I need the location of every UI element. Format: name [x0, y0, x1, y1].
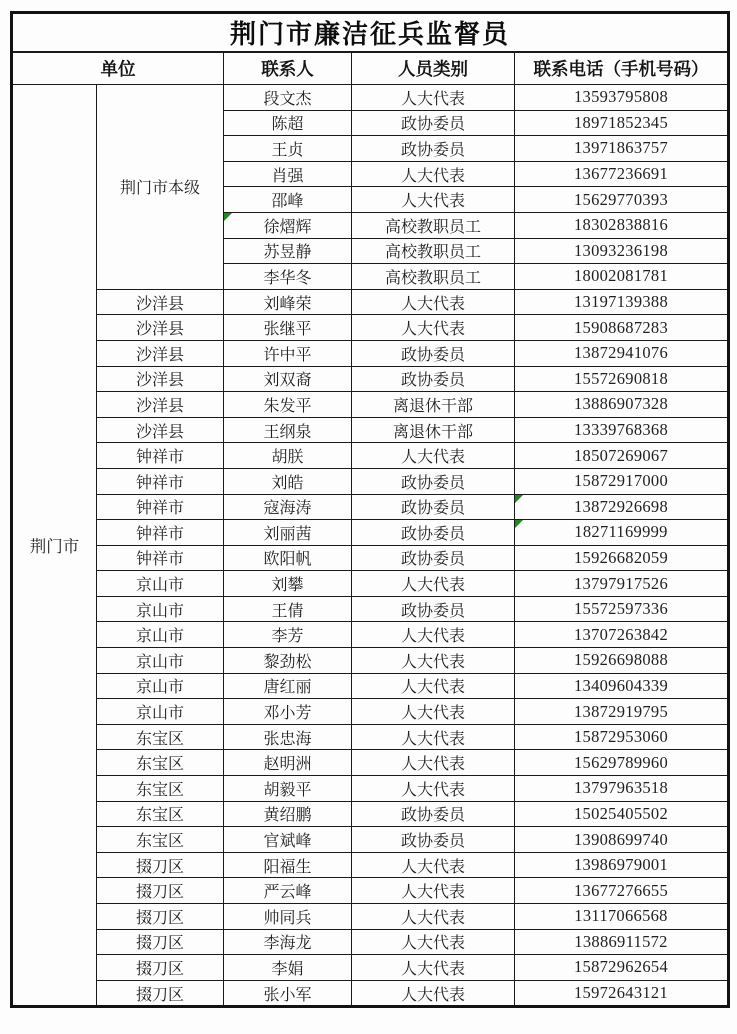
table-row	[12, 417, 729, 443]
table-row	[12, 801, 729, 827]
category-cell: 政协委员	[352, 340, 515, 366]
phone-cell: 13797917526	[515, 571, 729, 597]
contact-cell: 徐熠辉	[224, 212, 352, 238]
phone-cell: 13093236198	[515, 238, 729, 264]
category-cell: 人大代表	[352, 673, 515, 699]
phone-cell: 15572597336	[515, 596, 729, 622]
unit-cell: 京山市	[97, 648, 224, 674]
phone-cell: 15872917000	[515, 468, 729, 494]
phone-cell: 13886907328	[515, 392, 729, 418]
contact-cell: 邵峰	[224, 187, 352, 213]
unit-cell: 沙洋县	[97, 315, 224, 341]
contact-cell: 胡朕	[224, 443, 352, 469]
phone-cell: 15629789960	[515, 750, 729, 776]
phone-cell: 18302838816	[515, 212, 729, 238]
contact-cell: 唐红丽	[224, 673, 352, 699]
unit-cell: 钟祥市	[97, 520, 224, 546]
category-cell: 高校教职员工	[352, 264, 515, 290]
phone-cell: 15972643121	[515, 980, 729, 1007]
unit-cell: 钟祥市	[97, 494, 224, 520]
table-row	[12, 340, 729, 366]
table-row	[12, 596, 729, 622]
table-body	[12, 85, 729, 1007]
phone-cell: 15872953060	[515, 724, 729, 750]
category-cell: 政协委员	[352, 801, 515, 827]
phone-cell: 13872919795	[515, 699, 729, 725]
category-cell: 离退休干部	[352, 392, 515, 418]
phone-cell: 13339768368	[515, 417, 729, 443]
green-corner-flag-icon	[515, 495, 523, 503]
category-cell: 人大代表	[352, 724, 515, 750]
unit-cell: 沙洋县	[97, 340, 224, 366]
category-cell: 政协委员	[352, 136, 515, 162]
unit-cell: 京山市	[97, 596, 224, 622]
table-row	[12, 878, 729, 904]
contact-cell: 刘双裔	[224, 366, 352, 392]
phone-cell: 15872962654	[515, 955, 729, 981]
category-cell: 人大代表	[352, 289, 515, 315]
category-cell: 人大代表	[352, 852, 515, 878]
table-title: 荆门市廉洁征兵监督员	[12, 13, 729, 53]
unit-cell: 掇刀区	[97, 980, 224, 1007]
phone-cell: 13117066568	[515, 904, 729, 930]
unit-cell: 掇刀区	[97, 929, 224, 955]
phone-cell: 13872941076	[515, 340, 729, 366]
table-row	[12, 315, 729, 341]
category-cell: 政协委员	[352, 494, 515, 520]
category-cell: 人大代表	[352, 443, 515, 469]
category-cell: 高校教职员工	[352, 238, 515, 264]
unit-cell: 京山市	[97, 673, 224, 699]
unit-cell: 掇刀区	[97, 852, 224, 878]
table-row	[12, 648, 729, 674]
contact-cell: 苏昱静	[224, 238, 352, 264]
phone-cell: 13707263842	[515, 622, 729, 648]
contact-cell: 刘皓	[224, 468, 352, 494]
unit-cell: 东宝区	[97, 776, 224, 802]
contact-cell: 张忠海	[224, 724, 352, 750]
col-header-unit: 单位	[12, 52, 224, 85]
contact-cell: 李华冬	[224, 264, 352, 290]
category-cell: 人大代表	[352, 776, 515, 802]
table-row	[12, 545, 729, 571]
category-cell: 人大代表	[352, 85, 515, 111]
unit-cell: 京山市	[97, 622, 224, 648]
green-corner-flag-icon	[515, 520, 523, 528]
table-row	[12, 827, 729, 853]
phone-cell: 15025405502	[515, 801, 729, 827]
table-row	[12, 571, 729, 597]
unit-cell: 钟祥市	[97, 443, 224, 469]
unit-cell: 京山市	[97, 571, 224, 597]
unit-cell: 掇刀区	[97, 904, 224, 930]
phone-cell: 18002081781	[515, 264, 729, 290]
contact-cell: 李娟	[224, 955, 352, 981]
table-row	[12, 776, 729, 802]
contact-cell: 寇海涛	[224, 494, 352, 520]
table-row	[12, 366, 729, 392]
phone-cell: 15926682059	[515, 545, 729, 571]
contact-cell: 阳福生	[224, 852, 352, 878]
col-header-contact: 联系人	[224, 52, 352, 85]
table-row	[12, 904, 729, 930]
phone-cell: 15926698088	[515, 648, 729, 674]
phone-cell: 18271169999	[515, 520, 729, 546]
unit-cell: 沙洋县	[97, 366, 224, 392]
col-header-phone: 联系电话（手机号码）	[515, 52, 729, 85]
phone-cell: 13886911572	[515, 929, 729, 955]
contact-cell: 陈超	[224, 110, 352, 136]
unit-cell: 钟祥市	[97, 468, 224, 494]
contact-cell: 胡毅平	[224, 776, 352, 802]
category-cell: 人大代表	[352, 187, 515, 213]
contact-cell: 官斌峰	[224, 827, 352, 853]
category-cell: 人大代表	[352, 699, 515, 725]
table-row	[12, 929, 729, 955]
table-row	[12, 468, 729, 494]
phone-cell: 13409604339	[515, 673, 729, 699]
contact-cell: 王贞	[224, 136, 352, 162]
table-row	[12, 85, 729, 111]
phone-cell: 13971863757	[515, 136, 729, 162]
unit-cell: 掇刀区	[97, 955, 224, 981]
category-cell: 人大代表	[352, 315, 515, 341]
table-row	[12, 750, 729, 776]
contact-cell: 严云峰	[224, 878, 352, 904]
phone-cell: 18971852345	[515, 110, 729, 136]
phone-cell: 15908687283	[515, 315, 729, 341]
table-row	[12, 852, 729, 878]
category-cell: 人大代表	[352, 622, 515, 648]
unit-cell: 东宝区	[97, 750, 224, 776]
unit-cell: 东宝区	[97, 801, 224, 827]
table-row	[12, 392, 729, 418]
contact-cell: 欧阳帆	[224, 545, 352, 571]
phone-cell: 13908699740	[515, 827, 729, 853]
column-header-row	[12, 52, 729, 85]
category-cell: 人大代表	[352, 980, 515, 1007]
category-cell: 政协委员	[352, 545, 515, 571]
title-row	[12, 13, 729, 53]
contact-cell: 邓小芳	[224, 699, 352, 725]
category-cell: 人大代表	[352, 571, 515, 597]
phone-cell: 13872926698	[515, 494, 729, 520]
contact-cell: 许中平	[224, 340, 352, 366]
category-cell: 人大代表	[352, 904, 515, 930]
contact-cell: 黎劲松	[224, 648, 352, 674]
table-row	[12, 520, 729, 546]
phone-cell: 15629770393	[515, 187, 729, 213]
unit-cell: 钟祥市	[97, 545, 224, 571]
contact-cell: 肖强	[224, 161, 352, 187]
contact-cell: 李海龙	[224, 929, 352, 955]
category-cell: 政协委员	[352, 366, 515, 392]
contact-cell: 张继平	[224, 315, 352, 341]
contact-cell: 刘攀	[224, 571, 352, 597]
category-cell: 人大代表	[352, 648, 515, 674]
category-cell: 人大代表	[352, 929, 515, 955]
contact-cell: 赵明洲	[224, 750, 352, 776]
unit-cell: 沙洋县	[97, 417, 224, 443]
supervisors-table	[10, 11, 730, 1008]
unit-cell: 荆门市本级	[97, 85, 224, 290]
table-row	[12, 289, 729, 315]
contact-cell: 刘峰荣	[224, 289, 352, 315]
phone-cell: 13677236691	[515, 161, 729, 187]
contact-cell: 刘丽茜	[224, 520, 352, 546]
category-cell: 政协委员	[352, 596, 515, 622]
phone-cell: 15572690818	[515, 366, 729, 392]
category-cell: 人大代表	[352, 161, 515, 187]
phone-cell: 13986979001	[515, 852, 729, 878]
contact-cell: 王倩	[224, 596, 352, 622]
phone-cell: 18507269067	[515, 443, 729, 469]
contact-cell: 张小军	[224, 980, 352, 1007]
contact-cell: 李芳	[224, 622, 352, 648]
table-row	[12, 699, 729, 725]
table-row	[12, 955, 729, 981]
green-corner-flag-icon	[224, 213, 232, 221]
unit-cell: 东宝区	[97, 724, 224, 750]
table-row	[12, 673, 729, 699]
unit-cell: 掇刀区	[97, 878, 224, 904]
category-cell: 政协委员	[352, 520, 515, 546]
table-row	[12, 724, 729, 750]
category-cell: 政协委员	[352, 110, 515, 136]
unit-cell: 沙洋县	[97, 289, 224, 315]
category-cell: 人大代表	[352, 750, 515, 776]
phone-cell: 13593795808	[515, 85, 729, 111]
category-cell: 政协委员	[352, 827, 515, 853]
city-cell: 荆门市	[12, 85, 97, 1007]
contact-cell: 段文杰	[224, 85, 352, 111]
table-row	[12, 443, 729, 469]
col-header-category: 人员类别	[352, 52, 515, 85]
unit-cell: 沙洋县	[97, 392, 224, 418]
category-cell: 离退休干部	[352, 417, 515, 443]
table-row	[12, 980, 729, 1007]
category-cell: 政协委员	[352, 468, 515, 494]
phone-cell: 13197139388	[515, 289, 729, 315]
category-cell: 人大代表	[352, 955, 515, 981]
unit-cell: 东宝区	[97, 827, 224, 853]
phone-cell: 13797963518	[515, 776, 729, 802]
unit-cell: 京山市	[97, 699, 224, 725]
contact-cell: 黄绍鹏	[224, 801, 352, 827]
category-cell: 人大代表	[352, 878, 515, 904]
table-row	[12, 622, 729, 648]
contact-cell: 朱发平	[224, 392, 352, 418]
contact-cell: 王纲泉	[224, 417, 352, 443]
contact-cell: 帅同兵	[224, 904, 352, 930]
phone-cell: 13677276655	[515, 878, 729, 904]
category-cell: 高校教职员工	[352, 212, 515, 238]
table-row	[12, 494, 729, 520]
